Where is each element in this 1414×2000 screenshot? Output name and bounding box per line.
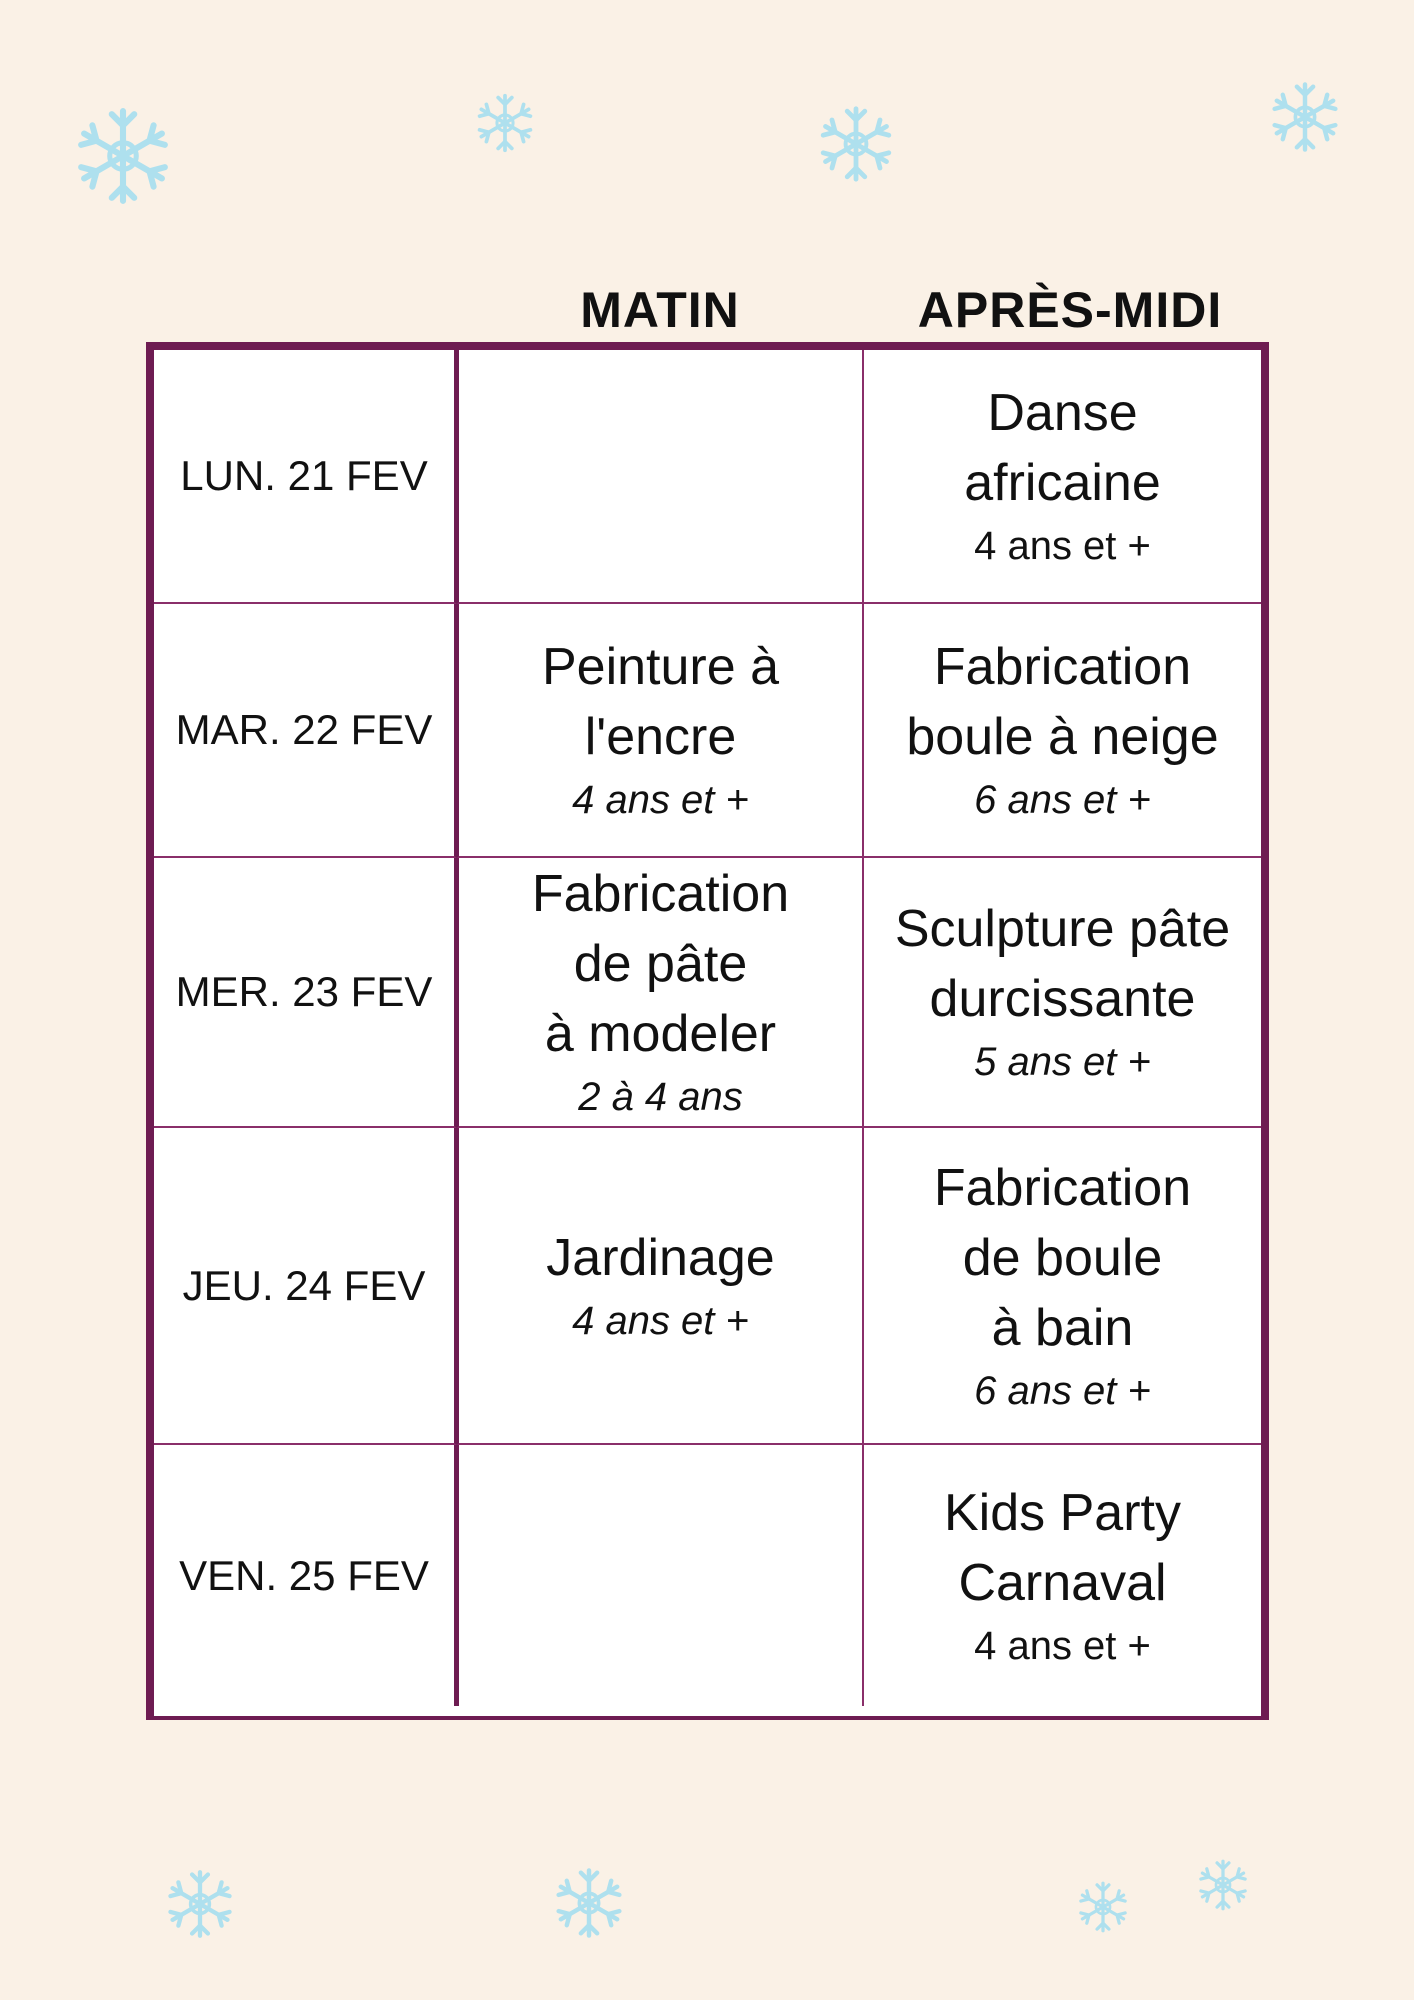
- column-header-apres-midi: APRÈS-MIDI: [917, 282, 1223, 338]
- activity-age: 4 ans et +: [974, 1623, 1151, 1668]
- afternoon-activity-cell: [862, 1445, 1261, 1706]
- activity-title-line: durcissante: [929, 970, 1196, 1028]
- day-cell: [154, 350, 457, 604]
- snowflake-icon: [816, 104, 896, 184]
- morning-activity-cell: [457, 1445, 862, 1706]
- activity-age: 4 ans et +: [974, 524, 1151, 568]
- day-label: MAR. 22 FEV: [175, 706, 433, 753]
- day-cell: [154, 604, 457, 858]
- morning-activity-cell: [457, 1128, 862, 1445]
- activity-title-line: Fabrication: [933, 638, 1192, 696]
- morning-activity-cell: [457, 858, 862, 1128]
- day-label: JEU. 24 FEV: [182, 1261, 426, 1309]
- snowflake-icon: [1196, 1858, 1250, 1912]
- morning-activity-cell: [457, 350, 862, 604]
- activity-title-line: Kids Party: [944, 1483, 1181, 1542]
- activity-title-line: de boule: [962, 1228, 1163, 1287]
- snowflake-icon: [1268, 80, 1342, 154]
- activity-title-line: Fabrication: [531, 865, 790, 923]
- column-header-matin: MATIN: [580, 282, 740, 338]
- activity-title-line: boule à neige: [906, 708, 1219, 766]
- activity-title-line: Jardinage: [546, 1228, 775, 1287]
- activity-title-line: africaine: [964, 454, 1161, 512]
- activity-title-line: de pâte: [573, 935, 748, 993]
- activity-title-line: à modeler: [544, 1005, 777, 1063]
- snowflake-icon: [474, 92, 536, 154]
- day-cell: [154, 1128, 457, 1445]
- snowflake-icon: [552, 1866, 626, 1940]
- activity-title-line: Sculpture pâte: [894, 900, 1231, 958]
- activity-age: 4 ans et +: [572, 778, 749, 822]
- activity-title-line: Carnaval: [958, 1553, 1167, 1612]
- day-cell: [154, 858, 457, 1128]
- activity-title-line: Danse: [987, 384, 1138, 442]
- day-cell: [154, 1445, 457, 1706]
- activity-age: 5 ans et +: [974, 1040, 1151, 1084]
- snowflake-icon: [164, 1868, 236, 1940]
- afternoon-activity-cell: [862, 858, 1261, 1128]
- day-label: MER. 23 FEV: [175, 968, 433, 1015]
- morning-activity-cell: [457, 604, 862, 858]
- snowflake-icon: [72, 105, 174, 207]
- activity-title-line: Fabrication: [933, 1158, 1192, 1217]
- activity-age: 4 ans et +: [572, 1298, 749, 1343]
- snowflake-icon: [1076, 1880, 1130, 1934]
- afternoon-activity-cell: [862, 350, 1261, 604]
- day-label: LUN. 21 FEV: [180, 452, 428, 499]
- schedule-table: [146, 342, 1269, 1720]
- afternoon-activity-cell: [862, 604, 1261, 858]
- activity-age: 6 ans et +: [974, 778, 1151, 822]
- activity-title-line: à bain: [991, 1298, 1134, 1357]
- day-label: VEN. 25 FEV: [179, 1551, 429, 1599]
- activity-age: 2 à 4 ans: [578, 1075, 743, 1119]
- afternoon-activity-cell: [862, 1128, 1261, 1445]
- activity-title-line: l'encre: [584, 708, 737, 766]
- activity-age: 6 ans et +: [974, 1368, 1151, 1413]
- activity-title-line: Peinture à: [541, 638, 780, 696]
